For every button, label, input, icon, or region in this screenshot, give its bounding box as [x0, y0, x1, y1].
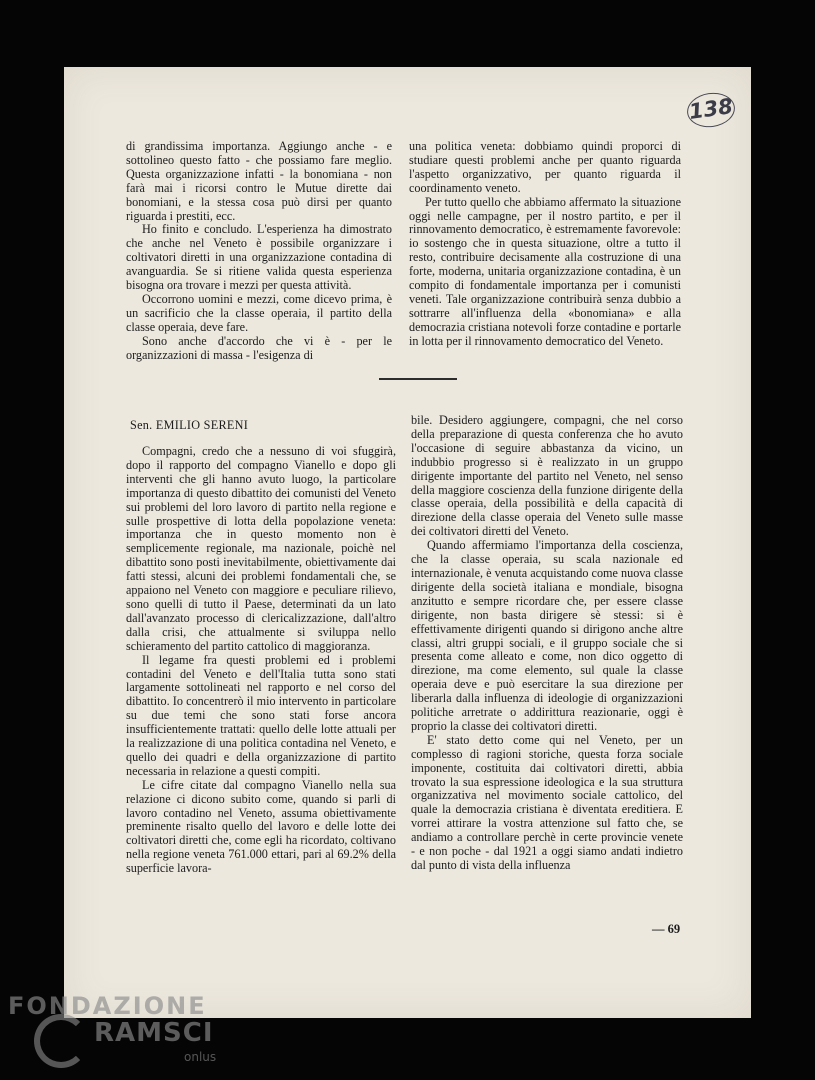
bottom-right-column	[411, 414, 683, 873]
paragraph: Compagni, credo che a nessuno di voi sfuggirà, dopo il rapporto del compagno Vianello e dopo gli interventi che gli hanno avuto luogo, la particolare importanza di questo dibattito dei comunisti del Veneto sui problemi del loro lavoro di partito nella regione e sulle prospettive di lotta della popolazione veneta: importanza che in questo momento non è semplicemente regionale, ma nazionale, poichè nel dibattito sono posti inevitabilmente, obiettivamente dai fatti stessi, alcuni dei problemi fondamentali che, se appaiono nel Veneto con maggiore e peculiare rilievo, sono quelli di tutto il Paese, determinati da un lato dall'avanzato processo di clericalizzazione, dall'altro dalla crisi, che attualmente si sviluppa nello schieramento del partito cattolico di maggioranza.	[126, 444, 396, 653]
paragraph: Il legame fra questi problemi ed i problemi contadini del Veneto e dell'Italia tutta sono stati largamente sottolineati nel rapporto e nel corso del dibattito. Io concentrerò il mio intervento in particolare su due temi che sono stati forse ancora insufficientemente trattati: quello delle lotte attuali per la realizzazione di una politica contadina nel Veneto, e quello dei quadri e della organizzazione di partito necessaria in relazione a questi compiti.	[126, 652, 396, 778]
watermark-line3: onlus	[184, 1050, 217, 1064]
paragraph: Sono anche d'accordo che vi è - per le organizzazioni di massa - l'esigenza di	[126, 333, 392, 362]
speaker-heading: Sen. EMILIO SERENI	[130, 418, 249, 432]
section-divider	[379, 378, 457, 380]
fondazione-gramsci-watermark	[8, 992, 217, 1072]
watermark-line1: FONDAZIONE	[8, 992, 207, 1020]
paragraph: Per tutto quello che abbiamo affermato la situazione oggi nelle campagne, per il nostro partito, e per il rinnovamento democratico, è estremamente favorevole: io sostengo che in questa situazione, oltre a tutto il resto, contribuire decisamente alla costruzione di una forte, moderna, unitaria organizzazione contadina, è un compito di fondamentale importanza per i comunisti veneti. Tale organizzazione contribuirà senza dubbio a sottrarre all'influenza della «bonomiana» e alla democrazia cristiana notevoli forze contadine e portarle in lotta per il rinnovamento democratico del Veneto.	[409, 194, 681, 348]
bottom-left-column	[126, 445, 396, 876]
watermark-g-icon	[34, 1014, 88, 1068]
document-page	[64, 67, 751, 1018]
paragraph: bile. Desidero aggiungere, compagni, che nel corso della preparazione di questa conferenza che ho avuto l'occasione di seguire abbastanza da vicino, un indubbio progresso si è realizzato in un gruppo dirigente importante del partito nel Veneto, nel senso della maggiore coscienza della funzione dirigente della classe operaia, della possibilità e della capacità di direzione della classe operaia del Veneto sulle masse dei coltivatori diretti del Veneto.	[411, 413, 683, 539]
paragraph: E' stato detto come qui nel Veneto, per un complesso di ragioni storiche, questa forza sociale imponente, costituita dai coltivatori diretti, abbia trovato la sua espressione ideologica e la sua struttura organizzativa nel movimento sociale cattolico, del quale la democrazia cristiana è diventata ereditiera. E vorrei attirare la vostra attenzione sul fatto che, se andiamo a controllare perchè in certe provincie venete - e non poche - dal 1921 a oggi siamo andati indietro dal punto di vista della influenza	[411, 732, 683, 872]
paragraph: una politica veneta: dobbiamo quindi proporci di studiare questi problemi anche per quanto riguarda l'aspetto organizzativo, per quanto riguarda il coordinamento veneto.	[409, 139, 681, 195]
paragraph: Ho finito e concludo. L'esperienza ha dimostrato che anche nel Veneto è possibile organizzare i coltivatori diretti in una organizzazione contadina di avanguardia. Se si ritiene valida questa esperienza bisogna ora trovare i mezzi per questa attività.	[126, 222, 392, 293]
top-right-column	[409, 140, 681, 349]
top-left-column	[126, 140, 392, 363]
paragraph: di grandissima importanza. Aggiungo anche - e sottolineo questo fatto - che possiamo fare meglio. Questa organizzazione infatti - la bonomiana - non farà mai i ricorsi contro le Mutue dirette dai bonomiani, e la stessa cosa può dirsi per quanto riguarda i prestiti, ecc.	[126, 139, 392, 223]
page-number-stamp: 138	[685, 90, 737, 130]
paragraph: Le cifre citate dal compagno Vianello nella sua relazione ci dicono subito come, quando si parli di lavoro contadino nel Veneto, assuma obiettivamente preminente risalto quello del lavoro e delle lotte dei coltivatori diretti che, come egli ha ricordato, coltivano nella regione veneta 761.000 ettari, pari al 69.2% della superficie lavora-	[126, 777, 396, 876]
footer-page-number: — 69	[652, 922, 681, 936]
watermark-line2: RAMSCI	[94, 1018, 214, 1048]
paragraph: Quando affermiamo l'importanza della coscienza, che la classe operaia, su scala nazionale ed internazionale, è venuta acquistando come nuova classe dirigente della società italiana e mondiale, bisogna anzitutto e sempre ricordare che, per essere classe dirigente, non basta dirigere sè stessi: si è effettivamente dirigenti quando si dirigono anche altre classi, altri gruppi sociali, e il gruppo sociale che si presenta come alleato e come, non dico oggetto di direzione, ma come elemento, sul quale la classe operaia deve e può esercitare la sua direzione per liberarla dalla influenza di ideologie di organizzazioni politiche arretrate o addirittura reazionarie, oggi è proprio la classe dei coltivatori diretti.	[411, 538, 683, 733]
paragraph: Occorrono uomini e mezzi, come dicevo prima, è un sacrificio che la classe operaia, il partito della classe operaia, deve fare.	[126, 291, 392, 334]
